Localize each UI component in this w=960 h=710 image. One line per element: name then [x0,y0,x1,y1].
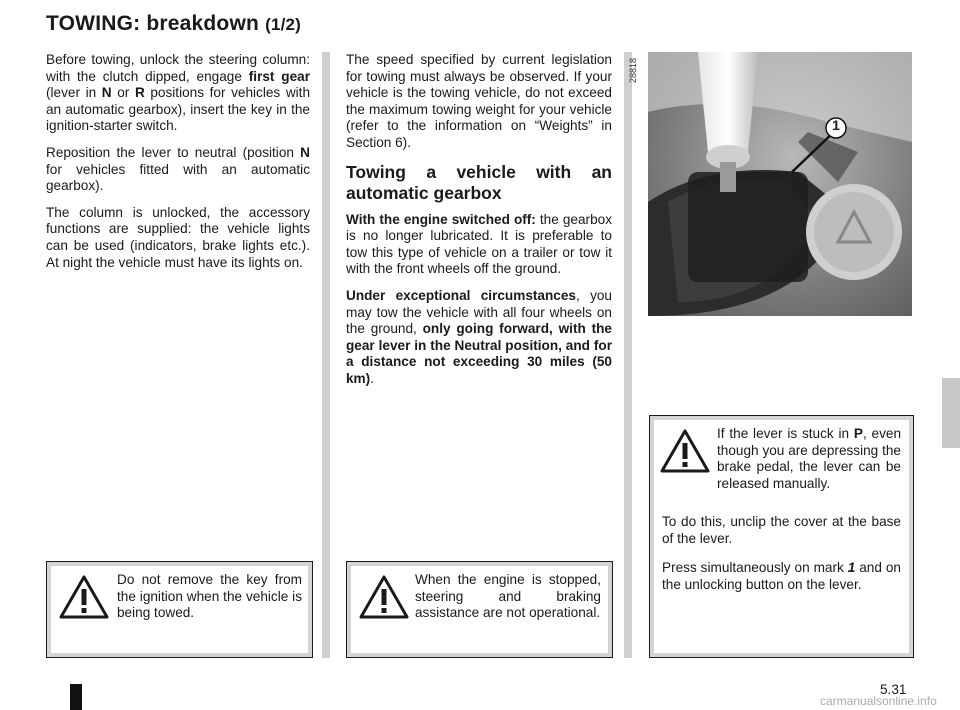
column-1 [46,52,310,281]
photo-reference: 28818 [628,58,638,84]
column-divider-1 [322,52,330,658]
footer-marker [70,684,82,710]
page-title [46,12,301,36]
warning-triangle-icon [659,428,711,474]
lever-warning-text-2: To do this, unclip the cover at the base of the lever. [662,514,901,546]
lever-warning-text-3: Press simultaneously on mark 1 and on the unlocking button on the lever. [662,560,901,592]
title-sub: (1/2) [265,15,302,34]
watermark[interactable]: carmanualsonline.info [820,694,937,708]
engine-warning-text: When the engine is stopped, steering and braking assistance are not operational. [415,572,601,621]
title-main: TOWING: breakdown [46,12,260,35]
section-tab [942,378,960,448]
photo-marker: 1 [832,117,840,133]
warning-triangle-icon [358,574,410,620]
key-warning-text: Do not remove the key from the ignition when the vehicle is being towed. [117,572,302,621]
col2-paragraph-1: The speed specified by current legislation for towing must always be observed. If your vehicle is the towing vehicle, do not exceed the maximum towing weight for your vehicle (refer to the information on “Weights” in Section 6). [346,52,612,150]
warning-box-engine [346,561,613,658]
col2-paragraph-2: With the engine switched off: the gearbox is no longer lubricated. It is preferable to tow this type of vehicle on a trailer or tow it with the front wheels off the ground. [346,211,612,277]
col1-paragraph-3: The column is unlocked, the accessory functions are supplied: the vehicle lights can be used (indicators, brake lights etc.). At night the vehicle must have its lights on. [46,204,310,270]
warning-box-key [46,561,313,658]
column-2 [346,52,612,398]
page-number: 5.31 [880,682,907,697]
col2-paragraph-3: Under exceptional circumstances, you may tow the vehicle with all four wheels on the ground, only going forward, with the gear lever in the Neutral position, and for a distance not exceeding 30 miles (50 km). [346,287,612,386]
col1-paragraph-1: Before towing, unlock the steering column: with the clutch dipped, engage first gear (lever in N or R positions for vehicles with an automatic gearbox), insert the key in the ignition-starter switch. [46,52,311,134]
warning-box-lever [649,415,914,658]
section-heading: Towing a vehicle with an automatic gearbox [346,161,612,203]
col1-paragraph-2: Reposition the lever to neutral (position N for vehicles fitted with an automatic gearbox). [46,144,310,194]
gear-lever-illustration [648,52,912,316]
column-divider-2 [624,52,632,658]
gear-lever-photo [648,52,912,316]
lever-warning-text-1: If the lever is stuck in P, even though you are depressing the brake pedal, the lever can be released manually. [717,426,902,491]
warning-triangle-icon [58,574,110,620]
